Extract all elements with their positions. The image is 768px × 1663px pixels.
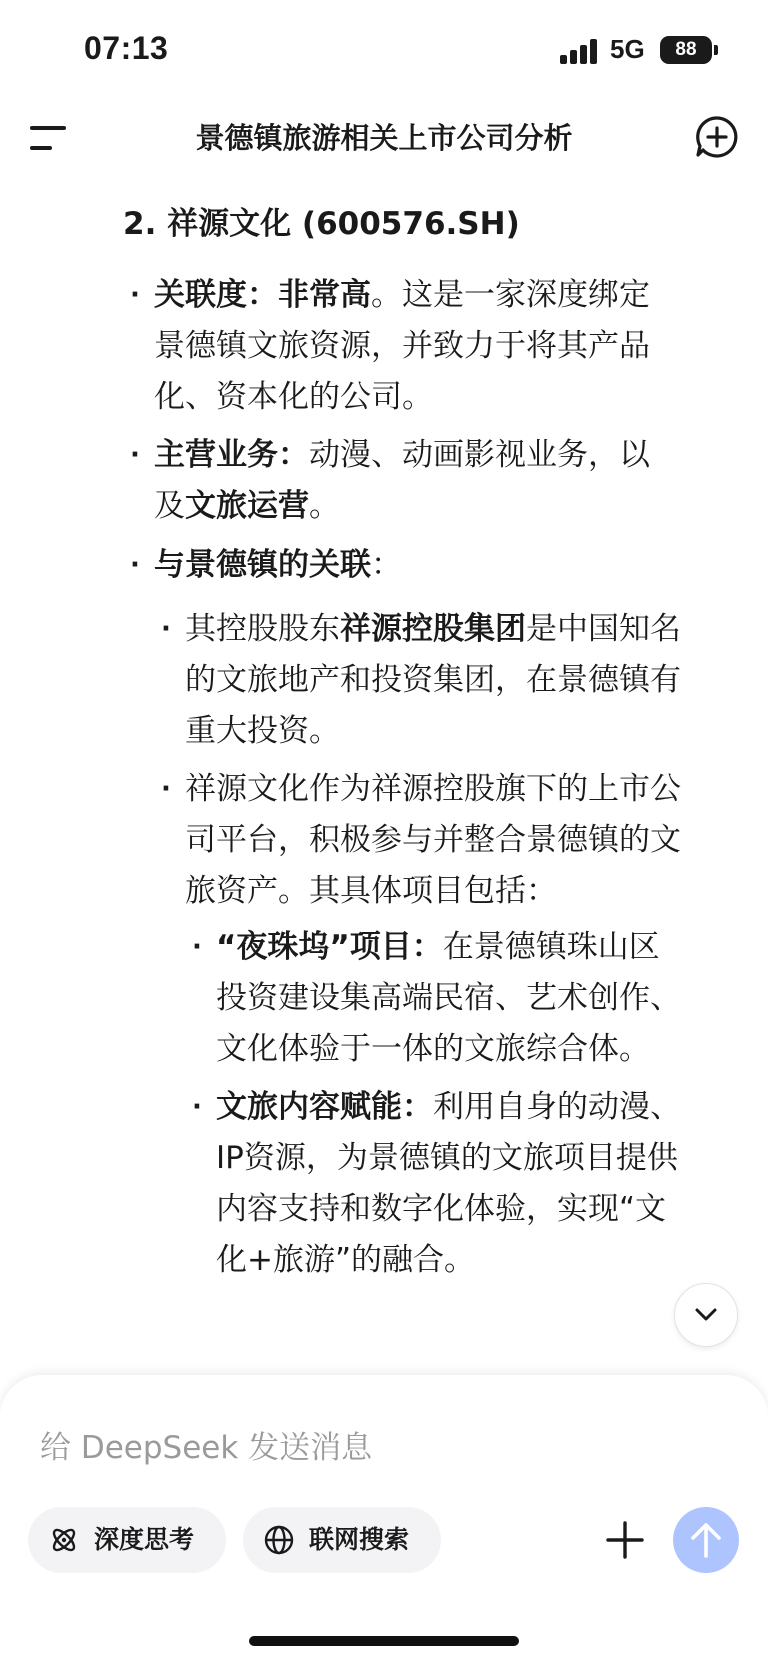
- list-item-text: 其控股股东: [185, 611, 340, 647]
- attach-button[interactable]: [600, 1515, 650, 1565]
- web-search-label: 联网搜索: [309, 1525, 410, 1554]
- list-item-line: 内容支持和数字化体验，实现“文: [216, 1191, 667, 1227]
- deep-think-button[interactable]: [28, 1507, 226, 1573]
- message-input[interactable]: 给 DeepSeek 发送消息: [40, 1430, 373, 1466]
- globe-icon: [263, 1524, 295, 1556]
- emphasis-text: 非常高: [278, 277, 371, 313]
- list-item-line: 的文旅地产和投资集团，在景德镇有: [185, 662, 681, 698]
- list-item-line: 旅资产。其具体项目包括：: [185, 873, 557, 909]
- scroll-to-bottom-button[interactable]: [674, 1283, 738, 1347]
- list-item-line: 投资建设集高端民宿、艺术创作、: [216, 980, 681, 1016]
- list-item-line: [216, 1082, 746, 1133]
- sub-list-item-platform: [161, 764, 745, 917]
- section-heading: 2. 祥源文化 (600576.SH): [123, 206, 520, 242]
- menu-icon[interactable]: [30, 122, 70, 154]
- list-item-line: 景德镇文旅资源，并致力于将其产品: [154, 328, 650, 364]
- list-item-label: 主营业务：: [154, 437, 309, 473]
- list-item-line: 化+旅游”的融合。: [216, 1242, 476, 1278]
- message-composer: [0, 1375, 768, 1663]
- battery-icon: 88: [660, 36, 712, 64]
- chevron-down-icon: [694, 1305, 718, 1325]
- chat-header: [0, 100, 768, 180]
- atom-icon: [48, 1524, 80, 1556]
- sub-list-item-shareholder: [161, 604, 745, 757]
- list-item-line: [185, 604, 745, 655]
- battery-tip: [714, 45, 718, 55]
- assistant-message: [0, 180, 768, 1375]
- list-item-line: IP资源，为景德镇的文旅项目提供: [216, 1140, 678, 1176]
- list-item-line: 文化体验于一体的文旅综合体。: [216, 1031, 650, 1067]
- list-item-label: 文旅内容赋能：: [216, 1089, 433, 1125]
- status-time: 07:13: [84, 30, 169, 66]
- bullet-dot: ·: [130, 440, 140, 470]
- web-search-button[interactable]: [243, 1507, 441, 1573]
- list-item-label: 与景德镇的关联: [154, 547, 371, 583]
- list-item-text: 。这是一家深度绑定: [371, 277, 650, 313]
- list-item-line: [154, 540, 734, 591]
- bullet-dot: ·: [161, 774, 171, 804]
- list-item-text: 在景德镇珠山区: [442, 929, 660, 965]
- list-item-main-business: [130, 430, 734, 532]
- bullet-dot: ·: [192, 1092, 202, 1122]
- list-item-label: 关联度：: [154, 277, 278, 313]
- list-item-label: “夜珠坞”项目：: [216, 929, 443, 965]
- bullet-dot: ·: [130, 550, 140, 580]
- list-item-text: 是中国知名: [526, 611, 681, 647]
- list-item-line: 祥源文化作为祥源控股旗下的上市公: [185, 771, 681, 807]
- list-item-line: 化、资本化的公司。: [154, 379, 433, 415]
- emphasis-text: 文旅运营: [185, 488, 309, 524]
- emphasis-text: 祥源控股集团: [340, 611, 526, 647]
- network-type: 5G: [610, 34, 645, 64]
- send-button[interactable]: [673, 1507, 739, 1573]
- status-bar: [0, 0, 768, 100]
- list-item-line: 司平台，积极参与并整合景德镇的文: [185, 822, 681, 858]
- list-item-text: 。: [309, 488, 340, 524]
- sub-sub-list-item-content: [192, 1082, 746, 1286]
- new-chat-icon[interactable]: [694, 114, 740, 160]
- list-item-line: [154, 481, 734, 532]
- list-item-jingdezhen-link: [130, 540, 734, 591]
- sub-sub-list-item-project: [192, 922, 746, 1075]
- list-item-line: [154, 270, 734, 321]
- list-item-text: 动漫、动画影视业务，以: [309, 437, 650, 473]
- list-item-text: ：: [371, 547, 402, 583]
- list-item-line: [216, 922, 746, 973]
- list-item-text: 及: [154, 488, 185, 524]
- bullet-dot: ·: [161, 614, 171, 644]
- list-item-text: 利用自身的动漫、: [433, 1089, 681, 1125]
- arrow-up-icon: [689, 1521, 723, 1559]
- plus-icon: [600, 1515, 650, 1565]
- list-item-line: [154, 430, 734, 481]
- cellular-signal-icon: [560, 38, 600, 64]
- bullet-dot: ·: [130, 280, 140, 310]
- list-item-line: 重大投资。: [185, 713, 340, 749]
- home-indicator: [249, 1636, 519, 1646]
- page-title: 景德镇旅游相关上市公司分析: [195, 121, 573, 155]
- deep-think-label: 深度思考: [94, 1525, 195, 1554]
- list-item-relevance: [130, 270, 734, 423]
- bullet-dot: ·: [192, 932, 202, 962]
